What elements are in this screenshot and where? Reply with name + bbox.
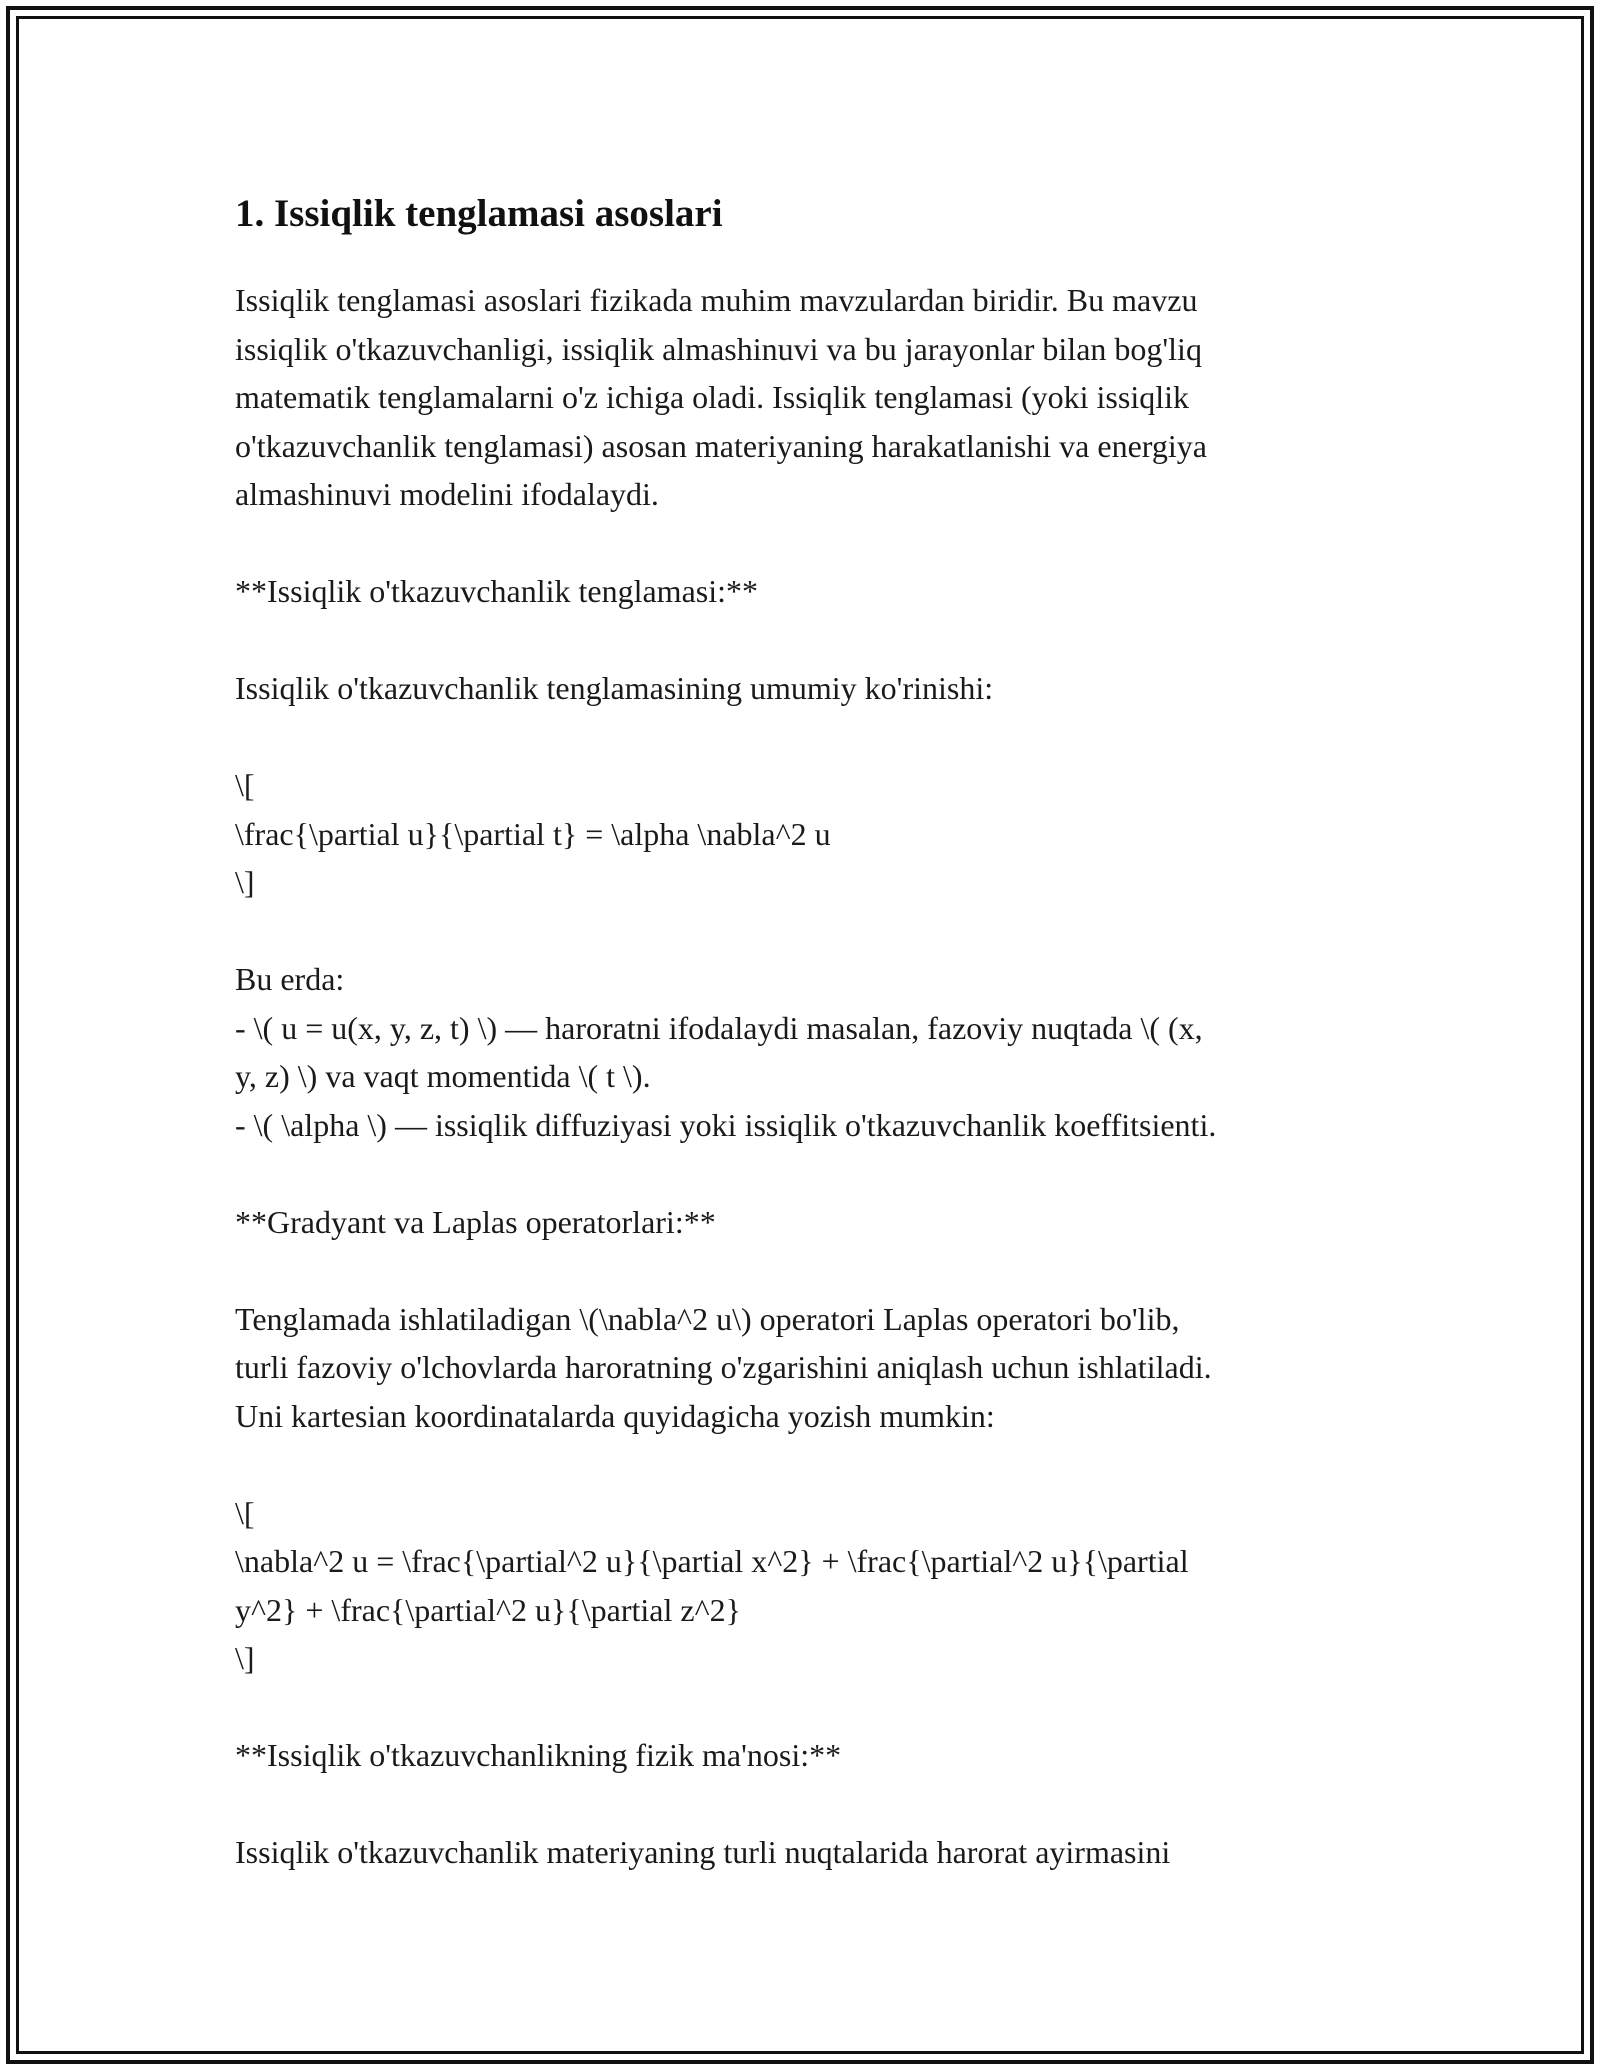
text-line: almashinuvi modelini ifodalaydi. <box>235 476 659 512</box>
equation-line: \] <box>235 864 255 900</box>
text-line: Uni kartesian koordinatalarda quyidagicha yozish mumkin: <box>235 1397 995 1434</box>
equation-line: \[ <box>235 767 255 803</box>
equation-line: y^2} + \frac{\partial^2 u}{\partial z^2} <box>235 1591 741 1628</box>
text-line: Tenglamada ishlatiladigan \(\nabla^2 u\) operatori Laplas operatori bo'lib, <box>235 1300 1180 1337</box>
text-line: turli fazoviy o'lchovlarda haroratning o'zgarishini aniqlash uchun ishlatiladi. <box>235 1349 1212 1385</box>
equation-heat <box>235 761 1385 907</box>
equation-line: \nabla^2 u = \frac{\partial^2 u}{\partial x^2} + \frac{\partial^2 u}{\partial <box>235 1543 1189 1579</box>
subheading-operators: **Gradyant va Laplas operatorlari:** <box>235 1203 716 1240</box>
equation-laplace <box>235 1489 1385 1683</box>
subheading-equation: **Issiqlik o'tkazuvchanlik tenglamasi:** <box>235 573 758 609</box>
physical-paragraph <box>235 1828 1385 1877</box>
operators-paragraph <box>235 1295 1385 1441</box>
equation-line: \frac{\partial u}{\partial t} = \alpha \nabla^2 u <box>235 815 831 852</box>
where-paragraph <box>235 955 1385 1149</box>
text-line: Issiqlik o'tkazuvchanlik materiyaning turli nuqtalarida harorat ayirmasini <box>235 1834 1171 1870</box>
equation-line: \] <box>235 1640 255 1676</box>
text-line: y, z) \) va vaqt momentida \( t \). <box>235 1058 651 1094</box>
intro-paragraph <box>235 276 1385 519</box>
document-body <box>235 186 1385 1877</box>
text-line: issiqlik o'tkazuvchanligi, issiqlik almashinuvi va bu jarayonlar bilan bog'liq <box>235 330 1202 367</box>
section-title: 1. Issiqlik tenglamasi asoslari <box>235 192 723 235</box>
text-line: Bu erda: <box>235 961 345 997</box>
text-line: - \( \alpha \) — issiqlik diffuziyasi yoki issiqlik o'tkazuvchanlik koeffitsienti. <box>235 1106 1217 1143</box>
equation-line: \[ <box>235 1494 255 1531</box>
text-line: - \( u = u(x, y, z, t) \) — haroratni ifodalaydi masalan, fazoviy nuqtada \( (x, <box>235 1009 1203 1046</box>
text-line: matematik tenglamalarni o'z ichiga oladi. Issiqlik tenglamasi (yoki issiqlik <box>235 379 1189 415</box>
text-line: Issiqlik tenglamasi asoslari fizikada muhim mavzulardan biridir. Bu mavzu <box>235 282 1198 318</box>
text-line: o'tkazuvchanlik tenglamasi) asosan materiyaning harakatlanishi va energiya <box>235 427 1207 464</box>
subheading-physical: **Issiqlik o'tkazuvchanlikning fizik ma'nosi:** <box>235 1737 842 1773</box>
general-form-text: Issiqlik o'tkazuvchanlik tenglamasining umumiy ko'rinishi: <box>235 670 994 706</box>
